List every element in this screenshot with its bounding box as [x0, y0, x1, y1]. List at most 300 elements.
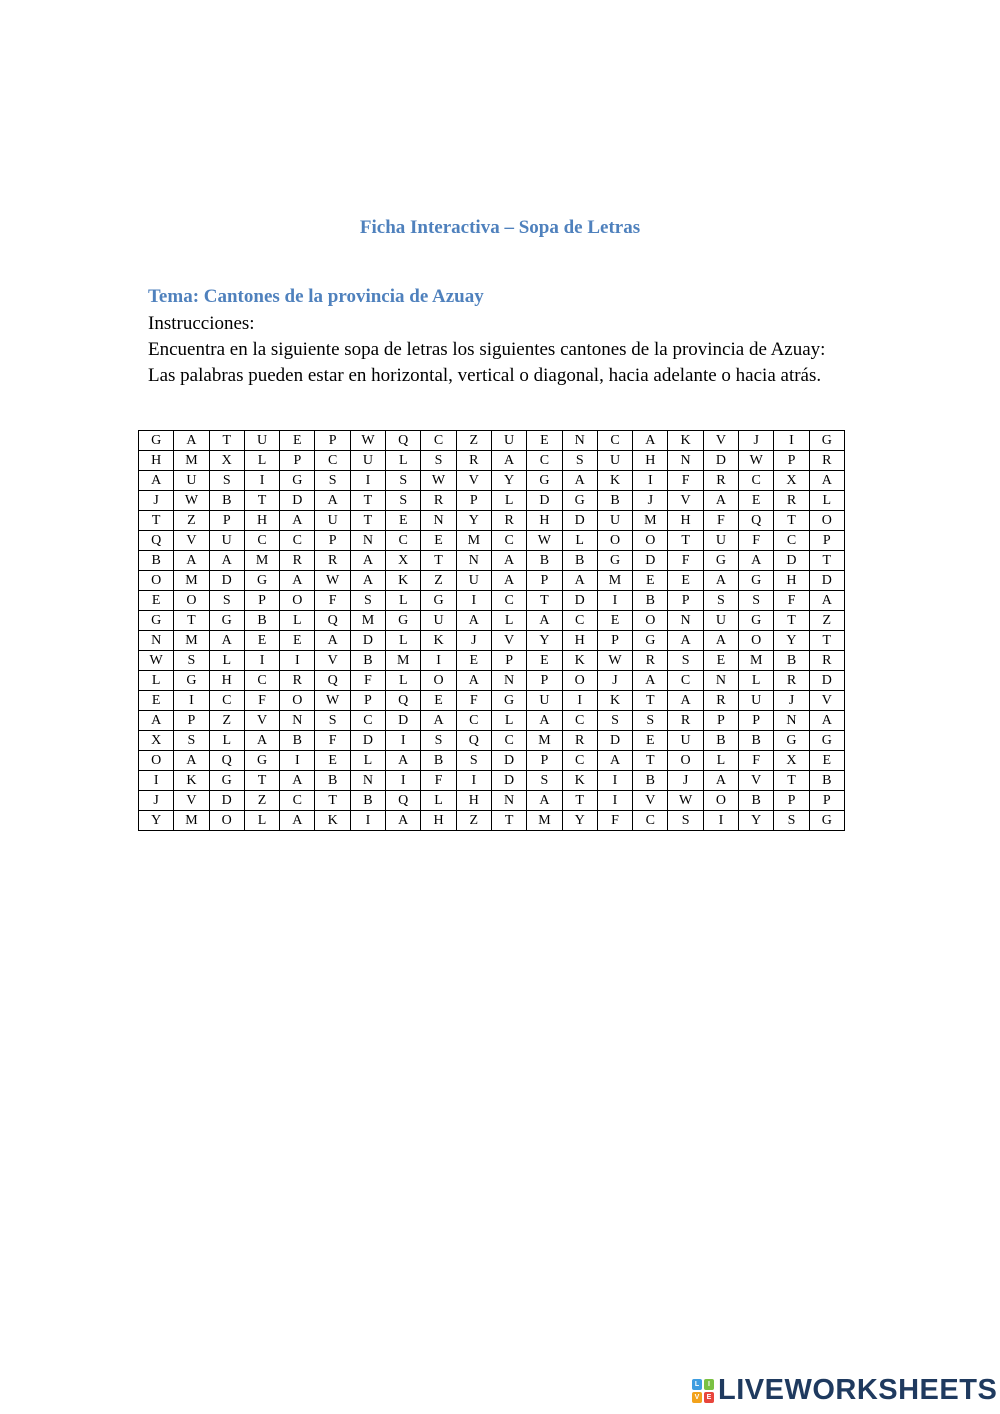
- grid-cell[interactable]: F: [597, 811, 632, 831]
- grid-cell[interactable]: H: [139, 451, 174, 471]
- grid-cell[interactable]: U: [739, 691, 774, 711]
- grid-cell[interactable]: F: [739, 531, 774, 551]
- grid-cell[interactable]: F: [739, 751, 774, 771]
- grid-cell[interactable]: S: [421, 731, 456, 751]
- grid-cell[interactable]: N: [562, 431, 597, 451]
- grid-cell[interactable]: K: [668, 431, 703, 451]
- grid-cell[interactable]: G: [597, 551, 632, 571]
- grid-cell[interactable]: G: [809, 731, 844, 751]
- grid-cell[interactable]: C: [386, 531, 421, 551]
- grid-cell[interactable]: Q: [386, 691, 421, 711]
- grid-cell[interactable]: A: [386, 811, 421, 831]
- grid-cell[interactable]: G: [209, 771, 244, 791]
- grid-cell[interactable]: Q: [315, 611, 350, 631]
- grid-cell[interactable]: C: [491, 731, 526, 751]
- grid-cell[interactable]: A: [209, 631, 244, 651]
- grid-cell[interactable]: L: [244, 811, 279, 831]
- grid-cell[interactable]: T: [244, 771, 279, 791]
- grid-cell[interactable]: D: [597, 731, 632, 751]
- grid-cell[interactable]: A: [633, 431, 668, 451]
- grid-cell[interactable]: C: [456, 711, 491, 731]
- grid-cell[interactable]: R: [562, 731, 597, 751]
- grid-cell[interactable]: C: [527, 451, 562, 471]
- grid-cell[interactable]: D: [350, 731, 385, 751]
- grid-cell[interactable]: L: [739, 671, 774, 691]
- grid-cell[interactable]: W: [668, 791, 703, 811]
- grid-cell[interactable]: O: [597, 531, 632, 551]
- grid-cell[interactable]: E: [633, 731, 668, 751]
- grid-cell[interactable]: T: [809, 551, 844, 571]
- grid-cell[interactable]: R: [315, 551, 350, 571]
- grid-cell[interactable]: V: [703, 431, 738, 451]
- grid-cell[interactable]: E: [421, 531, 456, 551]
- grid-cell[interactable]: I: [774, 431, 809, 451]
- grid-cell[interactable]: Q: [386, 791, 421, 811]
- grid-cell[interactable]: A: [315, 491, 350, 511]
- grid-cell[interactable]: R: [456, 451, 491, 471]
- grid-cell[interactable]: I: [244, 651, 279, 671]
- grid-cell[interactable]: P: [774, 791, 809, 811]
- grid-cell[interactable]: S: [633, 711, 668, 731]
- grid-cell[interactable]: G: [244, 571, 279, 591]
- grid-cell[interactable]: Q: [739, 511, 774, 531]
- grid-cell[interactable]: T: [421, 551, 456, 571]
- grid-cell[interactable]: O: [280, 691, 315, 711]
- grid-cell[interactable]: P: [350, 691, 385, 711]
- grid-cell[interactable]: A: [668, 691, 703, 711]
- grid-cell[interactable]: M: [739, 651, 774, 671]
- grid-cell[interactable]: S: [386, 491, 421, 511]
- grid-cell[interactable]: P: [527, 751, 562, 771]
- grid-cell[interactable]: I: [386, 771, 421, 791]
- grid-cell[interactable]: O: [421, 671, 456, 691]
- grid-cell[interactable]: T: [774, 611, 809, 631]
- grid-cell[interactable]: N: [774, 711, 809, 731]
- grid-cell[interactable]: E: [280, 431, 315, 451]
- grid-cell[interactable]: J: [739, 431, 774, 451]
- grid-cell[interactable]: P: [280, 451, 315, 471]
- grid-cell[interactable]: N: [139, 631, 174, 651]
- grid-cell[interactable]: E: [668, 571, 703, 591]
- grid-cell[interactable]: M: [350, 611, 385, 631]
- grid-cell[interactable]: H: [456, 791, 491, 811]
- grid-cell[interactable]: L: [139, 671, 174, 691]
- grid-cell[interactable]: L: [386, 631, 421, 651]
- grid-cell[interactable]: D: [386, 711, 421, 731]
- grid-cell[interactable]: T: [633, 751, 668, 771]
- grid-cell[interactable]: E: [139, 591, 174, 611]
- grid-cell[interactable]: R: [421, 491, 456, 511]
- grid-cell[interactable]: D: [562, 511, 597, 531]
- grid-cell[interactable]: P: [527, 571, 562, 591]
- grid-cell[interactable]: U: [315, 511, 350, 531]
- grid-cell[interactable]: C: [350, 711, 385, 731]
- grid-cell[interactable]: P: [527, 671, 562, 691]
- grid-cell[interactable]: I: [280, 751, 315, 771]
- grid-cell[interactable]: S: [668, 651, 703, 671]
- grid-cell[interactable]: J: [139, 791, 174, 811]
- grid-cell[interactable]: S: [456, 751, 491, 771]
- grid-cell[interactable]: C: [315, 451, 350, 471]
- grid-cell[interactable]: N: [668, 451, 703, 471]
- grid-cell[interactable]: R: [809, 651, 844, 671]
- grid-cell[interactable]: A: [280, 811, 315, 831]
- grid-cell[interactable]: U: [491, 431, 526, 451]
- grid-cell[interactable]: A: [421, 711, 456, 731]
- grid-cell[interactable]: A: [491, 551, 526, 571]
- grid-cell[interactable]: F: [315, 591, 350, 611]
- grid-cell[interactable]: I: [244, 471, 279, 491]
- grid-cell[interactable]: V: [315, 651, 350, 671]
- grid-cell[interactable]: X: [774, 471, 809, 491]
- grid-cell[interactable]: M: [174, 451, 209, 471]
- grid-cell[interactable]: F: [668, 551, 703, 571]
- grid-cell[interactable]: E: [527, 651, 562, 671]
- grid-cell[interactable]: E: [280, 631, 315, 651]
- grid-cell[interactable]: I: [139, 771, 174, 791]
- grid-cell[interactable]: B: [209, 491, 244, 511]
- grid-cell[interactable]: U: [174, 471, 209, 491]
- grid-cell[interactable]: O: [280, 591, 315, 611]
- grid-cell[interactable]: P: [244, 591, 279, 611]
- grid-cell[interactable]: A: [280, 771, 315, 791]
- grid-cell[interactable]: J: [139, 491, 174, 511]
- grid-cell[interactable]: D: [527, 491, 562, 511]
- grid-cell[interactable]: J: [597, 671, 632, 691]
- grid-cell[interactable]: A: [739, 551, 774, 571]
- grid-cell[interactable]: V: [174, 531, 209, 551]
- grid-cell[interactable]: G: [139, 431, 174, 451]
- grid-cell[interactable]: U: [456, 571, 491, 591]
- grid-cell[interactable]: Z: [244, 791, 279, 811]
- grid-cell[interactable]: P: [315, 531, 350, 551]
- grid-cell[interactable]: M: [174, 571, 209, 591]
- grid-cell[interactable]: T: [491, 811, 526, 831]
- grid-cell[interactable]: S: [774, 811, 809, 831]
- grid-cell[interactable]: D: [491, 751, 526, 771]
- grid-cell[interactable]: A: [703, 571, 738, 591]
- grid-cell[interactable]: H: [527, 511, 562, 531]
- grid-cell[interactable]: V: [668, 491, 703, 511]
- grid-cell[interactable]: I: [597, 771, 632, 791]
- grid-cell[interactable]: W: [139, 651, 174, 671]
- grid-cell[interactable]: V: [809, 691, 844, 711]
- grid-cell[interactable]: R: [280, 671, 315, 691]
- grid-cell[interactable]: O: [809, 511, 844, 531]
- grid-cell[interactable]: U: [703, 531, 738, 551]
- grid-cell[interactable]: C: [491, 531, 526, 551]
- grid-cell[interactable]: T: [562, 791, 597, 811]
- grid-cell[interactable]: V: [739, 771, 774, 791]
- grid-cell[interactable]: U: [597, 451, 632, 471]
- grid-cell[interactable]: M: [527, 731, 562, 751]
- grid-cell[interactable]: K: [315, 811, 350, 831]
- grid-cell[interactable]: O: [562, 671, 597, 691]
- grid-cell[interactable]: B: [244, 611, 279, 631]
- grid-cell[interactable]: W: [421, 471, 456, 491]
- grid-cell[interactable]: T: [527, 591, 562, 611]
- grid-cell[interactable]: W: [597, 651, 632, 671]
- grid-cell[interactable]: B: [280, 731, 315, 751]
- grid-cell[interactable]: C: [280, 531, 315, 551]
- grid-cell[interactable]: N: [280, 711, 315, 731]
- grid-cell[interactable]: L: [280, 611, 315, 631]
- grid-cell[interactable]: Y: [456, 511, 491, 531]
- grid-cell[interactable]: G: [562, 491, 597, 511]
- grid-cell[interactable]: A: [562, 571, 597, 591]
- grid-cell[interactable]: Z: [209, 711, 244, 731]
- grid-cell[interactable]: F: [774, 591, 809, 611]
- grid-cell[interactable]: J: [774, 691, 809, 711]
- grid-cell[interactable]: A: [174, 431, 209, 451]
- grid-cell[interactable]: A: [491, 451, 526, 471]
- grid-cell[interactable]: A: [456, 671, 491, 691]
- grid-cell[interactable]: L: [386, 671, 421, 691]
- grid-cell[interactable]: P: [597, 631, 632, 651]
- grid-cell[interactable]: A: [527, 791, 562, 811]
- grid-cell[interactable]: F: [315, 731, 350, 751]
- grid-cell[interactable]: G: [280, 471, 315, 491]
- grid-cell[interactable]: C: [421, 431, 456, 451]
- grid-cell[interactable]: S: [386, 471, 421, 491]
- grid-cell[interactable]: L: [421, 791, 456, 811]
- grid-cell[interactable]: T: [809, 631, 844, 651]
- grid-cell[interactable]: G: [139, 611, 174, 631]
- grid-cell[interactable]: F: [350, 671, 385, 691]
- grid-cell[interactable]: W: [315, 571, 350, 591]
- grid-cell[interactable]: B: [809, 771, 844, 791]
- grid-cell[interactable]: M: [527, 811, 562, 831]
- grid-cell[interactable]: M: [244, 551, 279, 571]
- grid-cell[interactable]: N: [668, 611, 703, 631]
- grid-cell[interactable]: B: [139, 551, 174, 571]
- grid-cell[interactable]: A: [668, 631, 703, 651]
- grid-cell[interactable]: G: [209, 611, 244, 631]
- grid-cell[interactable]: L: [562, 531, 597, 551]
- grid-cell[interactable]: O: [633, 611, 668, 631]
- grid-cell[interactable]: I: [597, 791, 632, 811]
- grid-cell[interactable]: B: [350, 791, 385, 811]
- grid-cell[interactable]: V: [174, 791, 209, 811]
- grid-cell[interactable]: L: [350, 751, 385, 771]
- grid-cell[interactable]: U: [668, 731, 703, 751]
- grid-cell[interactable]: A: [703, 491, 738, 511]
- grid-cell[interactable]: F: [421, 771, 456, 791]
- grid-cell[interactable]: O: [139, 751, 174, 771]
- grid-cell[interactable]: N: [703, 671, 738, 691]
- grid-cell[interactable]: B: [739, 731, 774, 751]
- grid-cell[interactable]: G: [421, 591, 456, 611]
- grid-cell[interactable]: R: [668, 711, 703, 731]
- grid-cell[interactable]: T: [774, 771, 809, 791]
- grid-cell[interactable]: A: [139, 711, 174, 731]
- grid-cell[interactable]: S: [209, 471, 244, 491]
- grid-cell[interactable]: D: [562, 591, 597, 611]
- grid-cell[interactable]: C: [562, 711, 597, 731]
- grid-cell[interactable]: L: [491, 711, 526, 731]
- grid-cell[interactable]: S: [315, 471, 350, 491]
- grid-cell[interactable]: A: [527, 611, 562, 631]
- grid-cell[interactable]: E: [386, 511, 421, 531]
- grid-cell[interactable]: Q: [139, 531, 174, 551]
- grid-cell[interactable]: R: [774, 491, 809, 511]
- grid-cell[interactable]: C: [280, 791, 315, 811]
- grid-cell[interactable]: O: [633, 531, 668, 551]
- grid-cell[interactable]: T: [774, 511, 809, 531]
- grid-cell[interactable]: W: [315, 691, 350, 711]
- grid-cell[interactable]: E: [139, 691, 174, 711]
- grid-cell[interactable]: L: [209, 651, 244, 671]
- grid-cell[interactable]: K: [386, 571, 421, 591]
- grid-cell[interactable]: Q: [456, 731, 491, 751]
- grid-cell[interactable]: A: [809, 711, 844, 731]
- grid-cell[interactable]: V: [244, 711, 279, 731]
- grid-cell[interactable]: Z: [809, 611, 844, 631]
- grid-cell[interactable]: B: [350, 651, 385, 671]
- grid-cell[interactable]: P: [209, 511, 244, 531]
- grid-cell[interactable]: N: [421, 511, 456, 531]
- grid-cell[interactable]: R: [774, 671, 809, 691]
- grid-cell[interactable]: V: [491, 631, 526, 651]
- grid-cell[interactable]: S: [597, 711, 632, 731]
- grid-cell[interactable]: F: [456, 691, 491, 711]
- grid-cell[interactable]: G: [491, 691, 526, 711]
- grid-cell[interactable]: O: [174, 591, 209, 611]
- grid-cell[interactable]: D: [703, 451, 738, 471]
- grid-cell[interactable]: J: [633, 491, 668, 511]
- grid-cell[interactable]: T: [174, 611, 209, 631]
- grid-cell[interactable]: I: [280, 651, 315, 671]
- grid-cell[interactable]: I: [386, 731, 421, 751]
- grid-cell[interactable]: L: [386, 451, 421, 471]
- grid-cell[interactable]: C: [597, 431, 632, 451]
- grid-cell[interactable]: I: [456, 771, 491, 791]
- grid-cell[interactable]: A: [597, 751, 632, 771]
- grid-cell[interactable]: Z: [421, 571, 456, 591]
- grid-cell[interactable]: A: [280, 511, 315, 531]
- grid-cell[interactable]: A: [562, 471, 597, 491]
- grid-cell[interactable]: B: [633, 771, 668, 791]
- grid-cell[interactable]: T: [633, 691, 668, 711]
- grid-cell[interactable]: A: [350, 551, 385, 571]
- grid-cell[interactable]: S: [668, 811, 703, 831]
- grid-cell[interactable]: A: [315, 631, 350, 651]
- grid-cell[interactable]: H: [633, 451, 668, 471]
- grid-cell[interactable]: F: [703, 511, 738, 531]
- grid-cell[interactable]: B: [315, 771, 350, 791]
- grid-cell[interactable]: B: [562, 551, 597, 571]
- grid-cell[interactable]: E: [597, 611, 632, 631]
- grid-cell[interactable]: A: [527, 711, 562, 731]
- grid-cell[interactable]: L: [809, 491, 844, 511]
- grid-cell[interactable]: T: [139, 511, 174, 531]
- grid-cell[interactable]: O: [668, 751, 703, 771]
- grid-cell[interactable]: S: [209, 591, 244, 611]
- grid-cell[interactable]: I: [456, 591, 491, 611]
- grid-cell[interactable]: R: [633, 651, 668, 671]
- grid-cell[interactable]: Y: [774, 631, 809, 651]
- grid-cell[interactable]: G: [633, 631, 668, 651]
- grid-cell[interactable]: M: [597, 571, 632, 591]
- grid-cell[interactable]: Q: [386, 431, 421, 451]
- grid-cell[interactable]: Y: [739, 811, 774, 831]
- grid-cell[interactable]: O: [209, 811, 244, 831]
- grid-cell[interactable]: O: [139, 571, 174, 591]
- grid-cell[interactable]: K: [597, 471, 632, 491]
- grid-cell[interactable]: Z: [174, 511, 209, 531]
- grid-cell[interactable]: A: [491, 571, 526, 591]
- grid-cell[interactable]: K: [421, 631, 456, 651]
- grid-cell[interactable]: Z: [456, 431, 491, 451]
- grid-cell[interactable]: M: [174, 631, 209, 651]
- grid-cell[interactable]: E: [527, 431, 562, 451]
- grid-cell[interactable]: G: [527, 471, 562, 491]
- grid-cell[interactable]: X: [774, 751, 809, 771]
- grid-cell[interactable]: M: [174, 811, 209, 831]
- grid-cell[interactable]: L: [209, 731, 244, 751]
- grid-cell[interactable]: W: [739, 451, 774, 471]
- grid-cell[interactable]: G: [386, 611, 421, 631]
- grid-cell[interactable]: H: [421, 811, 456, 831]
- grid-cell[interactable]: B: [527, 551, 562, 571]
- grid-cell[interactable]: U: [350, 451, 385, 471]
- grid-cell[interactable]: T: [668, 531, 703, 551]
- grid-cell[interactable]: P: [668, 591, 703, 611]
- grid-cell[interactable]: I: [174, 691, 209, 711]
- grid-cell[interactable]: T: [244, 491, 279, 511]
- grid-cell[interactable]: Y: [527, 631, 562, 651]
- grid-cell[interactable]: I: [633, 471, 668, 491]
- grid-cell[interactable]: K: [174, 771, 209, 791]
- grid-cell[interactable]: D: [809, 571, 844, 591]
- grid-cell[interactable]: L: [491, 611, 526, 631]
- grid-cell[interactable]: M: [633, 511, 668, 531]
- grid-cell[interactable]: R: [491, 511, 526, 531]
- grid-cell[interactable]: S: [174, 651, 209, 671]
- grid-cell[interactable]: S: [421, 451, 456, 471]
- grid-cell[interactable]: C: [244, 671, 279, 691]
- grid-cell[interactable]: Q: [209, 751, 244, 771]
- grid-cell[interactable]: U: [244, 431, 279, 451]
- grid-cell[interactable]: T: [209, 431, 244, 451]
- grid-cell[interactable]: H: [774, 571, 809, 591]
- grid-cell[interactable]: U: [421, 611, 456, 631]
- grid-cell[interactable]: I: [597, 591, 632, 611]
- grid-cell[interactable]: S: [174, 731, 209, 751]
- grid-cell[interactable]: G: [703, 551, 738, 571]
- grid-cell[interactable]: D: [633, 551, 668, 571]
- grid-cell[interactable]: A: [703, 631, 738, 651]
- grid-cell[interactable]: T: [350, 511, 385, 531]
- grid-cell[interactable]: E: [456, 651, 491, 671]
- grid-cell[interactable]: V: [633, 791, 668, 811]
- grid-cell[interactable]: O: [703, 791, 738, 811]
- grid-cell[interactable]: X: [386, 551, 421, 571]
- grid-cell[interactable]: G: [739, 571, 774, 591]
- grid-cell[interactable]: U: [209, 531, 244, 551]
- grid-cell[interactable]: H: [244, 511, 279, 531]
- grid-cell[interactable]: E: [244, 631, 279, 651]
- grid-cell[interactable]: N: [350, 771, 385, 791]
- grid-cell[interactable]: N: [491, 791, 526, 811]
- grid-cell[interactable]: K: [597, 691, 632, 711]
- grid-cell[interactable]: F: [244, 691, 279, 711]
- grid-cell[interactable]: Z: [456, 811, 491, 831]
- grid-cell[interactable]: B: [739, 791, 774, 811]
- grid-cell[interactable]: Y: [139, 811, 174, 831]
- grid-cell[interactable]: E: [315, 751, 350, 771]
- grid-cell[interactable]: Y: [491, 471, 526, 491]
